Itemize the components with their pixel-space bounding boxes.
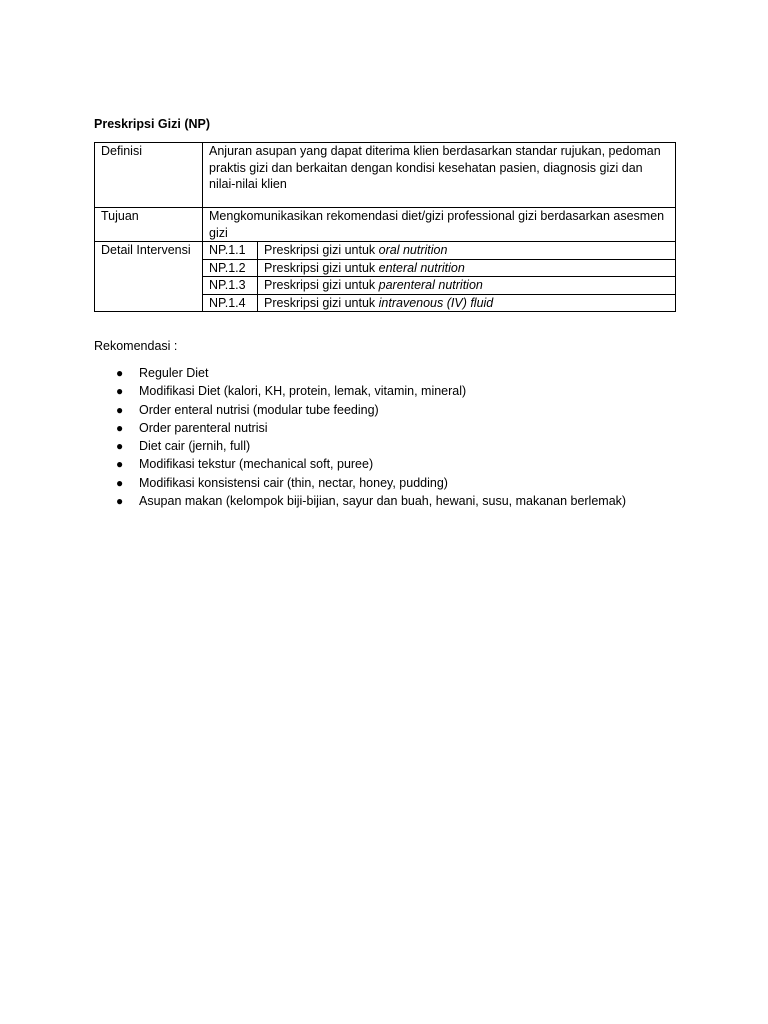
list-item — [94, 474, 626, 492]
intervention-prefix: Preskripsi gizi untuk — [264, 260, 379, 275]
document-title: Preskripsi Gizi (NP) — [94, 117, 211, 131]
intervention-prefix: Preskripsi gizi untuk — [264, 295, 379, 310]
list-item-text: Diet cair (jernih, full) — [139, 439, 251, 454]
list-item — [94, 419, 626, 437]
list-item-text: Order parenteral nutrisi — [139, 420, 268, 435]
intervention-text — [258, 294, 676, 312]
list-item-text: Modifikasi konsistensi cair (thin, nectar, honey, pudding) — [139, 475, 448, 490]
intervention-code: NP.1.1 — [203, 242, 258, 260]
intervention-prefix: Preskripsi gizi untuk — [264, 278, 379, 292]
bullet-icon: ● — [116, 475, 124, 490]
definition-text: Anjuran asupan yang dapat diterima klien berdasarkan standar rujukan, pedoman praktis gizi dan berkaitan dengan kondisi kesehatan pasien, diagnosis gizi dan nilai-nilai klien — [203, 143, 676, 208]
table-row-intervention — [95, 242, 676, 260]
goal-label: Tujuan — [95, 208, 203, 242]
intervention-text — [258, 242, 676, 260]
definition-label: Definisi — [95, 143, 203, 208]
bullet-icon: ● — [116, 420, 124, 435]
intervention-text — [258, 277, 676, 295]
bullet-icon: ● — [116, 494, 124, 509]
list-item — [94, 437, 626, 455]
table-row-definition — [95, 143, 676, 208]
list-item — [94, 455, 626, 473]
list-item — [94, 364, 626, 382]
bullet-icon: ● — [116, 439, 124, 454]
intervention-term: parenteral nutrition — [378, 278, 483, 292]
recommendations-heading: Rekomendasi : — [94, 339, 178, 353]
bullet-icon: ● — [116, 384, 124, 399]
recommendations-list — [94, 364, 626, 510]
list-item — [94, 492, 626, 510]
bullet-icon: ● — [116, 402, 124, 417]
intervention-term: intravenous (IV) fluid — [378, 295, 494, 310]
list-item-text: Asupan makan (kelompok biji-bijian, sayur dan buah, hewani, susu, makanan berlemak) — [139, 494, 627, 509]
intervention-prefix: Preskripsi gizi untuk — [264, 243, 379, 257]
goal-text: Mengkomunikasikan rekomendasi diet/gizi professional gizi berdasarkan asesmen gizi — [203, 208, 676, 242]
intervention-code: NP.1.3 — [203, 277, 258, 295]
list-item-text: Modifikasi tekstur (mechanical soft, puree) — [139, 457, 374, 472]
list-item-text: Order enteral nutrisi (modular tube feeding) — [139, 402, 379, 417]
list-item — [94, 382, 626, 400]
bullet-icon: ● — [116, 457, 124, 472]
list-item-text: Reguler Diet — [139, 366, 209, 380]
intervention-term: enteral nutrition — [378, 260, 465, 275]
list-item-text: Modifikasi Diet (kalori, KH, protein, lemak, vitamin, mineral) — [139, 384, 467, 399]
bullet-icon: ● — [116, 366, 124, 380]
nutrition-prescription-table — [94, 142, 676, 312]
table-row-goal — [95, 208, 676, 242]
list-item — [94, 401, 626, 419]
intervention-text — [258, 259, 676, 277]
intervention-label: Detail Intervensi — [95, 242, 203, 312]
intervention-code: NP.1.4 — [203, 294, 258, 312]
intervention-term: oral nutrition — [378, 243, 448, 257]
intervention-code: NP.1.2 — [203, 259, 258, 277]
